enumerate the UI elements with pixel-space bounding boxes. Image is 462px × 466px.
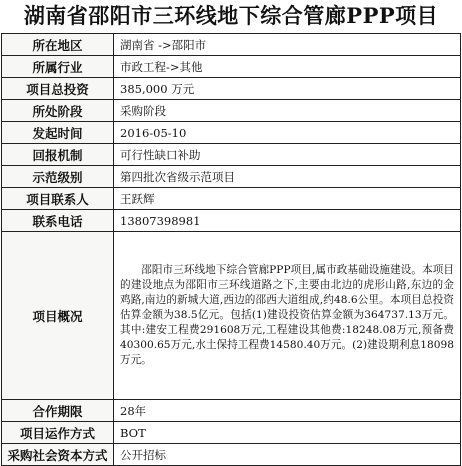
overview-label: 项目概况 bbox=[2, 232, 114, 400]
table-row-investment bbox=[2, 78, 461, 100]
industry-label: 所属行业 bbox=[2, 56, 114, 78]
contact-value: 王跃辉 bbox=[114, 188, 461, 210]
procurement-value: 公开招标 bbox=[114, 444, 461, 466]
return-mechanism-value: 可行性缺口补助 bbox=[114, 144, 461, 166]
table-row-contact bbox=[2, 188, 461, 210]
contact-label: 项目联系人 bbox=[2, 188, 114, 210]
table-row-term bbox=[2, 400, 461, 422]
start-date-label: 发起时间 bbox=[2, 122, 114, 144]
procurement-label: 采购社会资本方式 bbox=[2, 444, 114, 466]
industry-value: 市政工程->其他 bbox=[114, 56, 461, 78]
investment-value: 385,000 万元 bbox=[114, 78, 461, 100]
table-row-operation-mode bbox=[2, 422, 461, 444]
demo-level-value: 第四批次省级示范项目 bbox=[114, 166, 461, 188]
project-title: 湖南省邵阳市三环线地下综合管廊PPP项目 bbox=[23, 3, 439, 28]
term-label: 合作期限 bbox=[2, 400, 114, 422]
term-value: 28年 bbox=[114, 400, 461, 422]
table-row-industry bbox=[2, 56, 461, 78]
stage-label: 所处阶段 bbox=[2, 100, 114, 122]
investment-label: 项目总投资 bbox=[2, 78, 114, 100]
table-row-start-date bbox=[2, 122, 461, 144]
return-mechanism-label: 回报机制 bbox=[2, 144, 114, 166]
project-info-table bbox=[1, 33, 461, 466]
phone-label: 联系电话 bbox=[2, 210, 114, 232]
stage-value: 采购阶段 bbox=[114, 100, 461, 122]
table-row-procurement bbox=[2, 444, 461, 466]
phone-value: 13807398981 bbox=[114, 210, 461, 232]
table-row-phone bbox=[2, 210, 461, 232]
table-row-return-mechanism bbox=[2, 144, 461, 166]
operation-mode-label: 项目运作方式 bbox=[2, 422, 114, 444]
operation-mode-value: BOT bbox=[114, 422, 461, 444]
table-row-region bbox=[2, 34, 461, 56]
region-value: 湖南省 ->邵阳市 bbox=[114, 34, 461, 56]
overview-text: 邵阳市三环线地下综合管廊PPP项目,属市政基础设施建设。本项目的建设地点为邵阳市三环线道路之下,主要由北边的虎形山路,东边的金鸡路,南边的新城大道,西边的邵西大道组成,约48.6公里。本项目总投资估算金额为38.5亿元。包括(1)建设投资估算金额为364737.13万元。其中:建安工程费291608万元,工程建设其他费:18248.08万元,预备费40300.65万元,水土保持工程费14580.40万元。(2)建设期利息18098万元。 bbox=[114, 232, 461, 400]
table-row-overview bbox=[2, 232, 461, 400]
table-row-demo-level bbox=[2, 166, 461, 188]
table-row-stage bbox=[2, 100, 461, 122]
start-date-value: 2016-05-10 bbox=[114, 122, 461, 144]
demo-level-label: 示范级别 bbox=[2, 166, 114, 188]
region-label: 所在地区 bbox=[2, 34, 114, 56]
